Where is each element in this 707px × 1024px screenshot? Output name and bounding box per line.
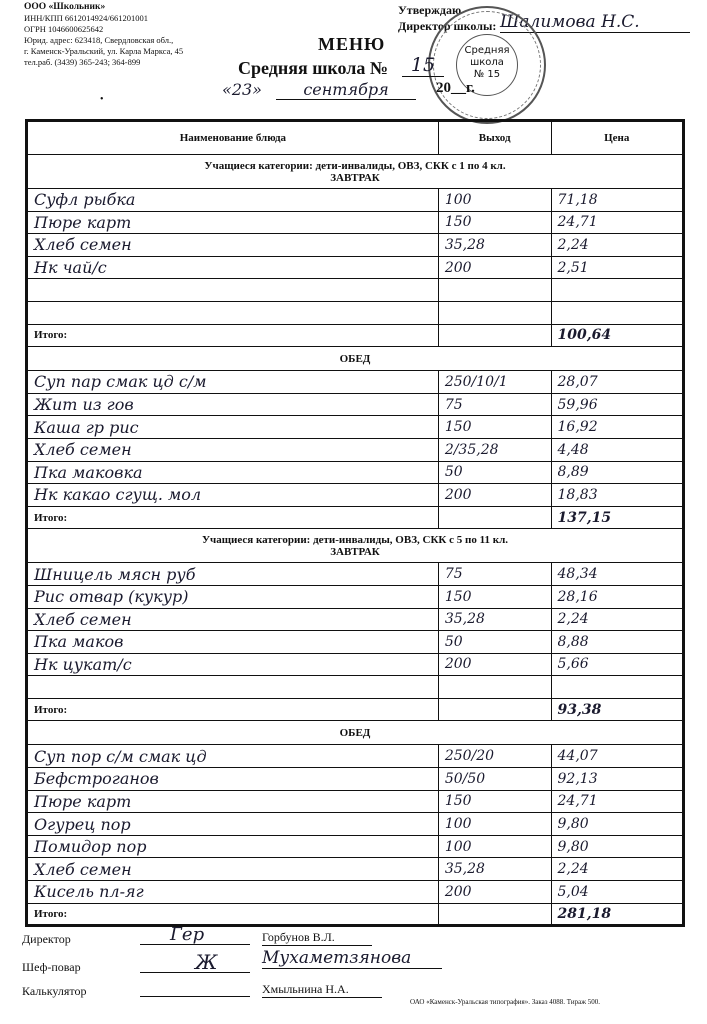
dish-yield: 100 (438, 813, 551, 836)
menu-item-row (27, 301, 684, 324)
company-name: ООО «Школьник» (24, 2, 106, 12)
menu-table (25, 119, 685, 927)
dish-yield: 200 (438, 881, 551, 904)
dish-yield: 200 (438, 653, 551, 676)
dish-yield: 250/10/1 (438, 371, 551, 394)
dish-yield: 200 (438, 256, 551, 279)
menu-item-row (27, 416, 684, 439)
menu-item-row (27, 813, 684, 836)
company-address-1: Юрид. адрес: 623418, Свердловская обл., (24, 35, 174, 45)
lunch-2-header (27, 721, 684, 745)
dish-yield: 75 (438, 563, 551, 586)
total-yield-empty (438, 506, 551, 529)
chef-label: Шеф-повар (22, 960, 81, 974)
dish-name: Пюре карт (27, 211, 439, 234)
date-month: сентября (276, 80, 416, 100)
director-sig-line (140, 944, 250, 945)
dish-name (27, 301, 439, 324)
menu-item-row (27, 371, 684, 394)
dish-price: 18,83 (551, 484, 683, 507)
dish-price (551, 301, 683, 324)
lunch-2-header-text-0: ОБЕД (339, 726, 371, 739)
menu-item-row (27, 676, 684, 699)
date-year: 20__г. (436, 80, 475, 96)
total-label: Итого: (27, 698, 439, 721)
menu-item-row (27, 653, 684, 676)
dish-yield: 75 (438, 393, 551, 416)
dish-price: 8,88 (551, 631, 683, 654)
menu-item-row (27, 585, 684, 608)
col-header-yield: Выход (438, 121, 551, 155)
menu-item-row (27, 790, 684, 813)
dish-price: 5,04 (551, 881, 683, 904)
dish-name: Пюре карт (27, 790, 439, 813)
dish-name: Нк какао сгущ. мол (27, 484, 439, 507)
director-label: Директор (22, 932, 71, 946)
dish-price: 44,07 (551, 745, 683, 768)
lunch-1-header (27, 347, 684, 371)
menu-item-row (27, 768, 684, 791)
dish-price (551, 279, 683, 302)
lunch-1-header-cell (27, 347, 684, 371)
school-label: Средняя школа № (238, 58, 388, 78)
dish-yield: 250/20 (438, 745, 551, 768)
col-header-name: Наименование блюда (27, 121, 439, 155)
dish-yield: 50 (438, 631, 551, 654)
total-yield-empty (438, 324, 551, 347)
dish-price: 9,80 (551, 813, 683, 836)
menu-item-row (27, 608, 684, 631)
dish-name: Пка маковка (27, 461, 439, 484)
dish-name: Пка маков (27, 631, 439, 654)
category-1-header-text-1: ЗАВТРАК (330, 171, 380, 184)
dish-price: 2,24 (551, 608, 683, 631)
dish-price: 59,96 (551, 393, 683, 416)
dish-name: Нк чай/с (27, 256, 439, 279)
director-school-label: Директор школы: (398, 19, 497, 33)
dish-name: Суп пор с/м смак цд (27, 745, 439, 768)
dish-price: 4,48 (551, 438, 683, 461)
dish-name: Суфл рыбка (27, 189, 439, 212)
dish-name: Хлеб семен (27, 858, 439, 881)
total-price: 93,38 (551, 698, 683, 721)
category-2-header-cell (27, 529, 684, 563)
menu-item-row (27, 234, 684, 257)
dish-name: Шницель мясн руб (27, 563, 439, 586)
company-address-2: г. Каменск-Уральский, ул. Карла Маркса, 45 (24, 46, 184, 56)
lunch-2-header-cell (27, 721, 684, 745)
chef-sig-line (140, 972, 250, 973)
menu-item-row (27, 256, 684, 279)
company-phone: тел.раб. (3439) 365-243; 364-899 (24, 57, 141, 67)
total-label: Итого: (27, 324, 439, 347)
category-2-header-text-1: ЗАВТРАК (330, 545, 380, 558)
menu-item-row (27, 631, 684, 654)
company-inn: ИНН/КПП 6612014924/661201001 (24, 13, 148, 23)
menu-item-row (27, 461, 684, 484)
school-stamp (428, 6, 546, 124)
dish-price: 71,18 (551, 189, 683, 212)
menu-item-row (27, 484, 684, 507)
calculator-label: Калькулятор (22, 984, 87, 998)
total-label: Итого: (27, 903, 439, 926)
approval-signature: Шалимова Н.С. (500, 12, 690, 33)
dish-price: 48,34 (551, 563, 683, 586)
total-price: 281,18 (551, 903, 683, 926)
date-line (212, 80, 416, 100)
menu-table-body (27, 121, 684, 926)
lunch-1-header-text-0: ОБЕД (339, 352, 371, 365)
menu-item-row (27, 563, 684, 586)
dish-yield: 2/35,28 (438, 438, 551, 461)
dish-price: 24,71 (551, 211, 683, 234)
calculator-sig-line (140, 996, 250, 997)
mark-dot: • (100, 94, 104, 105)
printer-note: ОАО «Каменск-Уральская типография». Заказ 4088. Тираж 500. (410, 998, 601, 1006)
dish-price: 92,13 (551, 768, 683, 791)
total-yield-empty (438, 698, 551, 721)
dish-name: Жит из гов (27, 393, 439, 416)
menu-item-row (27, 835, 684, 858)
dish-name (27, 676, 439, 699)
total-price: 100,64 (551, 324, 683, 347)
dish-price: 9,80 (551, 835, 683, 858)
dish-yield: 150 (438, 416, 551, 439)
dish-name: Суп пар смак цд с/м (27, 371, 439, 394)
menu-item-row (27, 438, 684, 461)
chef-name: Мухаметзянова (262, 948, 442, 969)
dish-name: Каша гр рис (27, 416, 439, 439)
total-row (27, 903, 684, 926)
dish-yield: 50/50 (438, 768, 551, 791)
dish-price: 2,24 (551, 858, 683, 881)
dish-price: 2,24 (551, 234, 683, 257)
dish-yield: 100 (438, 835, 551, 858)
total-label: Итого: (27, 506, 439, 529)
category-1-header-text-0: Учащиеся категории: дети-инвалиды, ОВЗ, СКК с 1 по 4 кл. (204, 159, 506, 172)
approval-label: Утверждаю (398, 3, 462, 17)
menu-item-row (27, 279, 684, 302)
dish-yield (438, 301, 551, 324)
table-header-row (27, 121, 684, 155)
dish-price: 24,71 (551, 790, 683, 813)
dish-price (551, 676, 683, 699)
total-row (27, 506, 684, 529)
category-1-header (27, 155, 684, 189)
dish-yield (438, 676, 551, 699)
menu-item-row (27, 393, 684, 416)
dish-name (27, 279, 439, 302)
category-2-header-text-0: Учащиеся категории: дети-инвалиды, ОВЗ, СКК с 5 по 11 кл. (201, 533, 509, 546)
dish-yield: 100 (438, 189, 551, 212)
menu-item-row (27, 745, 684, 768)
calculator-name: Хмыльнина Н.А. (262, 982, 382, 998)
category-1-header-cell (27, 155, 684, 189)
dish-price: 5,66 (551, 653, 683, 676)
dish-yield: 200 (438, 484, 551, 507)
total-row (27, 324, 684, 347)
dish-price: 8,89 (551, 461, 683, 484)
dish-yield: 35,28 (438, 858, 551, 881)
total-yield-empty (438, 903, 551, 926)
menu-item-row (27, 189, 684, 212)
stamp-text-1: Средняя (464, 45, 510, 56)
dish-yield: 150 (438, 790, 551, 813)
menu-item-row (27, 858, 684, 881)
dish-yield: 35,28 (438, 234, 551, 257)
dish-name: Огурец пор (27, 813, 439, 836)
dish-yield (438, 279, 551, 302)
stamp-text-3: № 15 (473, 69, 501, 80)
dish-price: 28,07 (551, 371, 683, 394)
category-2-header (27, 529, 684, 563)
dish-name: Хлеб семен (27, 234, 439, 257)
dish-yield: 35,28 (438, 608, 551, 631)
dish-name: Помидор пор (27, 835, 439, 858)
dish-yield: 150 (438, 585, 551, 608)
dish-name: Хлеб семен (27, 438, 439, 461)
director-signature: Гер (170, 924, 205, 945)
date-day: «23» (222, 80, 262, 99)
dish-name: Кисель пл-яг (27, 881, 439, 904)
director-name: Горбунов В.Л. (262, 930, 372, 946)
dish-price: 16,92 (551, 416, 683, 439)
dish-name: Хлеб семен (27, 608, 439, 631)
dish-name: Нк цукат/с (27, 653, 439, 676)
stamp-text-2: школа (470, 57, 504, 68)
dish-yield: 50 (438, 461, 551, 484)
total-price: 137,15 (551, 506, 683, 529)
chef-signature: Ж (195, 950, 218, 974)
menu-title: МЕНЮ (318, 34, 386, 54)
menu-item-row (27, 881, 684, 904)
company-ogrn: ОГРН 1046600625642 (24, 24, 104, 34)
menu-item-row (27, 211, 684, 234)
company-block (24, 2, 183, 68)
dish-yield: 150 (438, 211, 551, 234)
col-header-price: Цена (551, 121, 683, 155)
school-number: 15 (402, 54, 444, 77)
dish-name: Бефстроганов (27, 768, 439, 791)
total-row (27, 698, 684, 721)
dish-name: Рис отвар (кукур) (27, 585, 439, 608)
dish-price: 2,51 (551, 256, 683, 279)
dish-price: 28,16 (551, 585, 683, 608)
